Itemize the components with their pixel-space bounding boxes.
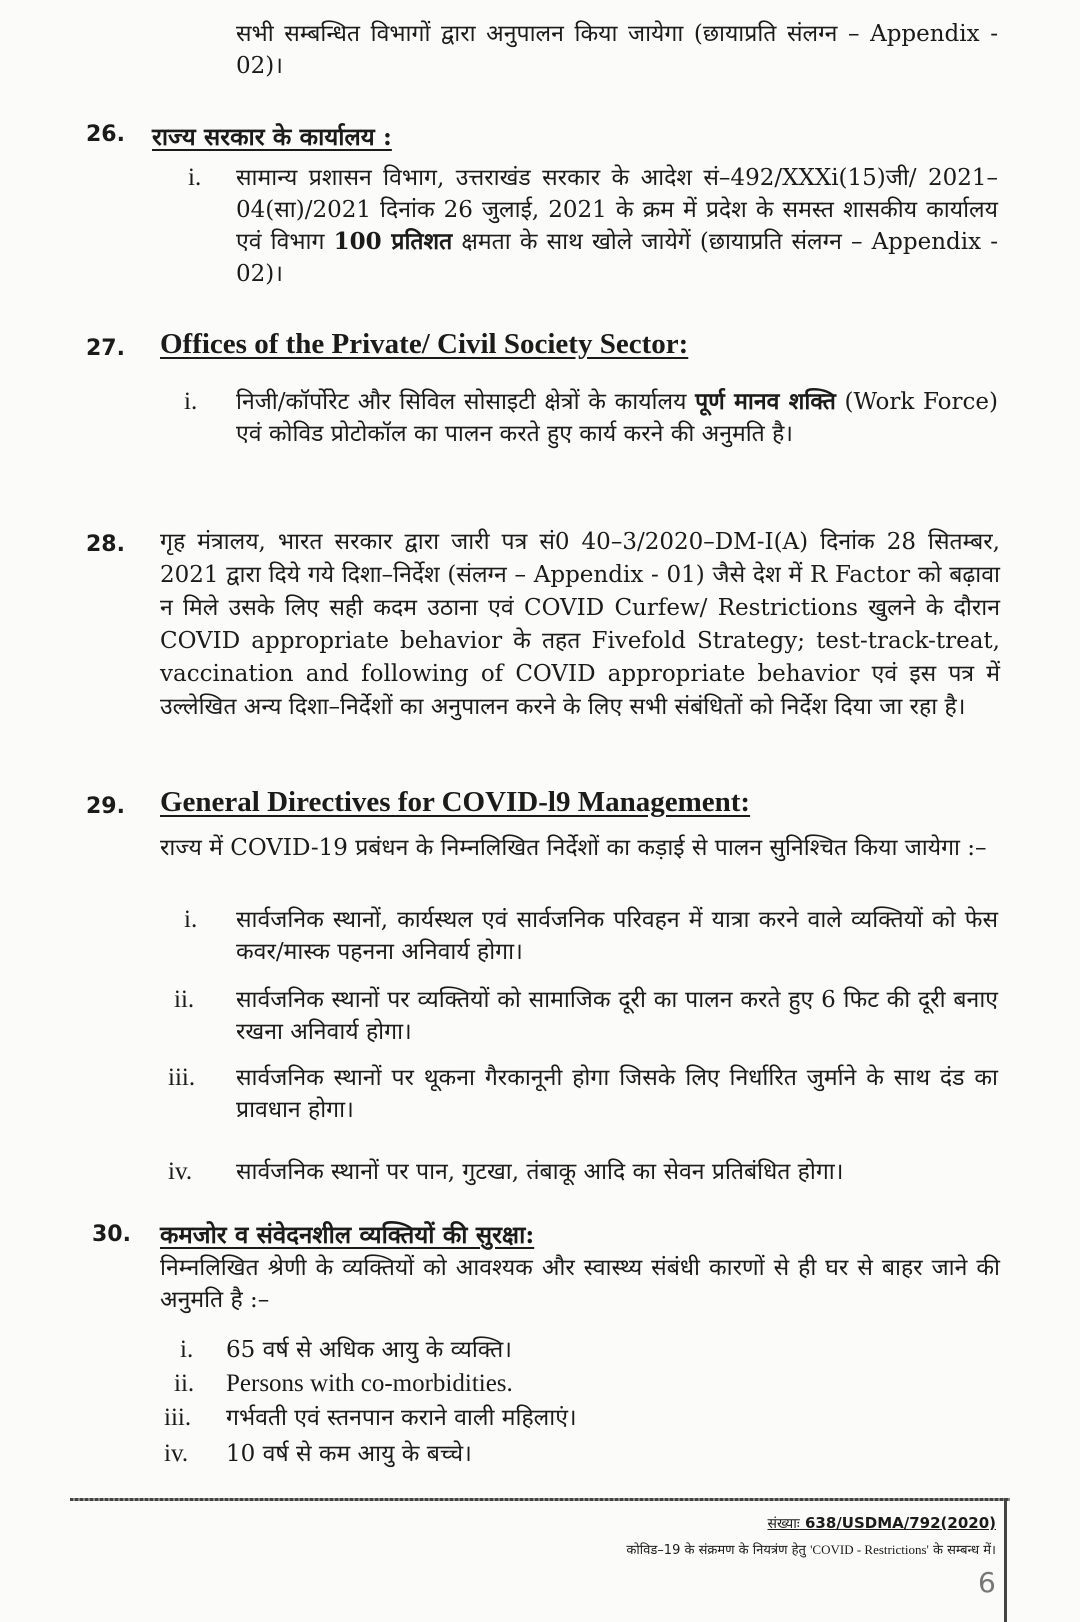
section-27-item-1-text: निजी/कॉर्पोरेट और सिविल सोसाइटी क्षेत्रों के कार्यालय <box>236 389 696 415</box>
section-30-item-3-marker: iii. <box>164 1404 192 1431</box>
section-30-item-3-text: गर्भवती एवं स्तनपान कराने वाली महिलाएं। <box>226 1405 577 1431</box>
section-29-item-4 <box>236 1156 998 1188</box>
section-27-item-1-text-end: (Work Force) एवं कोविड प्रोटोकॉल का पालन करते हुए कार्य करने की अनुमति है। <box>236 389 998 447</box>
section-29-item-1-marker: i. <box>184 906 198 933</box>
section-30-heading: कमजोर व संवेदनशील व्यक्तियों की सुरक्षा: <box>160 1220 535 1249</box>
section-29-item-2 <box>236 984 998 1048</box>
section-30-lead-text: निम्नलिखित श्रेणी के व्यक्तियों को आवश्यक और स्वास्थ्य संबंधी कारणों से ही घर से बाहर जाने की अनुमति है :– <box>160 1255 1000 1313</box>
section-29-item-3 <box>236 1062 998 1126</box>
section-29-lead <box>160 832 1000 864</box>
section-29-item-1-text: सार्वजनिक स्थानों, कार्यस्थल एवं सार्वजनिक परिवहन में यात्रा करने वाले व्यक्तियों को फेस कवर/मास्क पहनना अनिवार्य होगा। <box>236 907 998 965</box>
section-30-item-2 <box>226 1368 996 1400</box>
footer-reference <box>768 1514 996 1533</box>
section-29-heading: General Directives for COVID-l9 Management: <box>160 786 751 818</box>
section-27-item-1 <box>236 386 998 450</box>
page-number: 6 <box>978 1566 996 1599</box>
section-29-item-3-text: सार्वजनिक स्थानों पर थूकना गैरकानूनी होगा जिसके लिए निर्धारित जुर्माने के साथ दंड का प्रावधान होगा। <box>236 1065 998 1123</box>
section-28-paragraph <box>160 526 1000 724</box>
section-26-item-1-text-end: क्षमता के साथ खोले जायेगें (छायाप्रति संलग्न – Appendix - 02)। <box>236 229 998 287</box>
footer-subject-text: कोविड–19 के संक्रमण के नियत्रंण हेतु <box>626 1543 811 1558</box>
section-29-item-2-marker: ii. <box>174 986 195 1013</box>
section-26-item-1-marker: i. <box>188 164 202 191</box>
section-30-item-4-text: 10 वर्ष से कम आयु के बच्चे। <box>226 1441 472 1467</box>
section-26-number: 26. <box>86 122 125 147</box>
footer-reference-label: संख्याः <box>767 1516 800 1532</box>
footer-subject <box>626 1540 996 1558</box>
intro-paragraph <box>236 18 998 82</box>
section-28-text: गृह मंत्रालय, भारत सरकार द्वारा जारी पत्र सं0 40–3/2020–DM-I(A) दिनांक 28 सितम्बर, 2021 द्वारा दिये गये दिशा–निर्देश (संलग्न – Appendix - 01) जैसे देश में R Factor को बढ़ावा न मिले उसके लिए सही कदम उठाना एवं COVID Curfew/ Restrictions खुलने के दौरान COVID appropriate behavior के तहत Fivefold Strategy; test-track-treat, vaccination and following of COVID appropriate behavior एवं इस पत्र में उल्लेखित अन्य दिशा–निर्देशों का अनुपालन करने के लिए सभी संबंधितों को निर्देश दिया जा रहा है। <box>160 529 1000 720</box>
section-26-item-1-text: सामान्य प्रशासन विभाग, उत्तराखंड सरकार के आदेश सं–492/XXXi(15)जी/ 2021–04(सा)/2021 दिनांक 26 जुलाई, 2021 के क्रम में प्रदेश के समस्त शासकीय कार्यालय एवं विभाग <box>236 165 998 255</box>
section-26-item-1-bold: 100 प्रतिशत <box>333 228 453 255</box>
section-26-heading: राज्य सरकार के कार्यालय : <box>152 122 392 151</box>
section-27-number: 27. <box>86 336 125 361</box>
section-30-item-4-marker: iv. <box>164 1440 189 1467</box>
section-30-item-4 <box>226 1438 996 1470</box>
intro-text: सभी सम्बन्धित विभागों द्वारा अनुपालन किया जायेगा (छायाप्रति संलग्न – Appendix - 02)। <box>236 21 998 79</box>
section-26-item-1 <box>236 162 998 290</box>
section-30-item-2-marker: ii. <box>174 1370 195 1397</box>
section-29-lead-text: राज्य में COVID-19 प्रबंधन के निम्नलिखित निर्देशों का कड़ाई से पालन सुनिश्चित किया जायेगा :– <box>160 835 987 861</box>
footer-subject-text-end: के सम्बन्ध में। <box>928 1543 996 1558</box>
footer-vertical-rule <box>1004 1498 1007 1622</box>
section-30-item-2-text: Persons with co-morbidities. <box>226 1370 513 1397</box>
section-30-item-1-text: 65 वर्ष से अधिक आयु के व्यक्ति। <box>226 1337 512 1363</box>
section-30-item-1-marker: i. <box>180 1336 194 1363</box>
section-27-item-1-bold: पूर्ण मानव शक्ति <box>695 388 836 415</box>
section-27-item-1-marker: i. <box>184 388 198 415</box>
section-29-item-4-marker: iv. <box>168 1158 193 1185</box>
section-29-item-1 <box>236 904 998 968</box>
section-29-item-3-marker: iii. <box>168 1064 196 1091</box>
section-30-lead <box>160 1252 1000 1316</box>
footer-reference-number: 638/USDMA/792(2020) <box>804 1514 996 1532</box>
section-27-heading: Offices of the Private/ Civil Society Sector: <box>160 328 689 360</box>
section-30-item-1 <box>226 1334 996 1366</box>
section-29-item-2-text: सार्वजनिक स्थानों पर व्यक्तियों को सामाजिक दूरी का पालन करते हुए 6 फिट की दूरी बनाए रखना अनिवार्य होगा। <box>236 987 998 1045</box>
section-30-item-3 <box>226 1402 996 1434</box>
footer-subject-tag: 'COVID - Restrictions' <box>810 1542 929 1557</box>
section-29-item-4-text: सार्वजनिक स्थानों पर पान, गुटखा, तंबाकू आदि का सेवन प्रतिबंधित होगा। <box>236 1159 844 1185</box>
footer-rule <box>70 1498 1010 1501</box>
section-28-number: 28. <box>86 532 125 557</box>
section-29-number: 29. <box>86 794 125 819</box>
section-30-number: 30. <box>92 1222 131 1247</box>
